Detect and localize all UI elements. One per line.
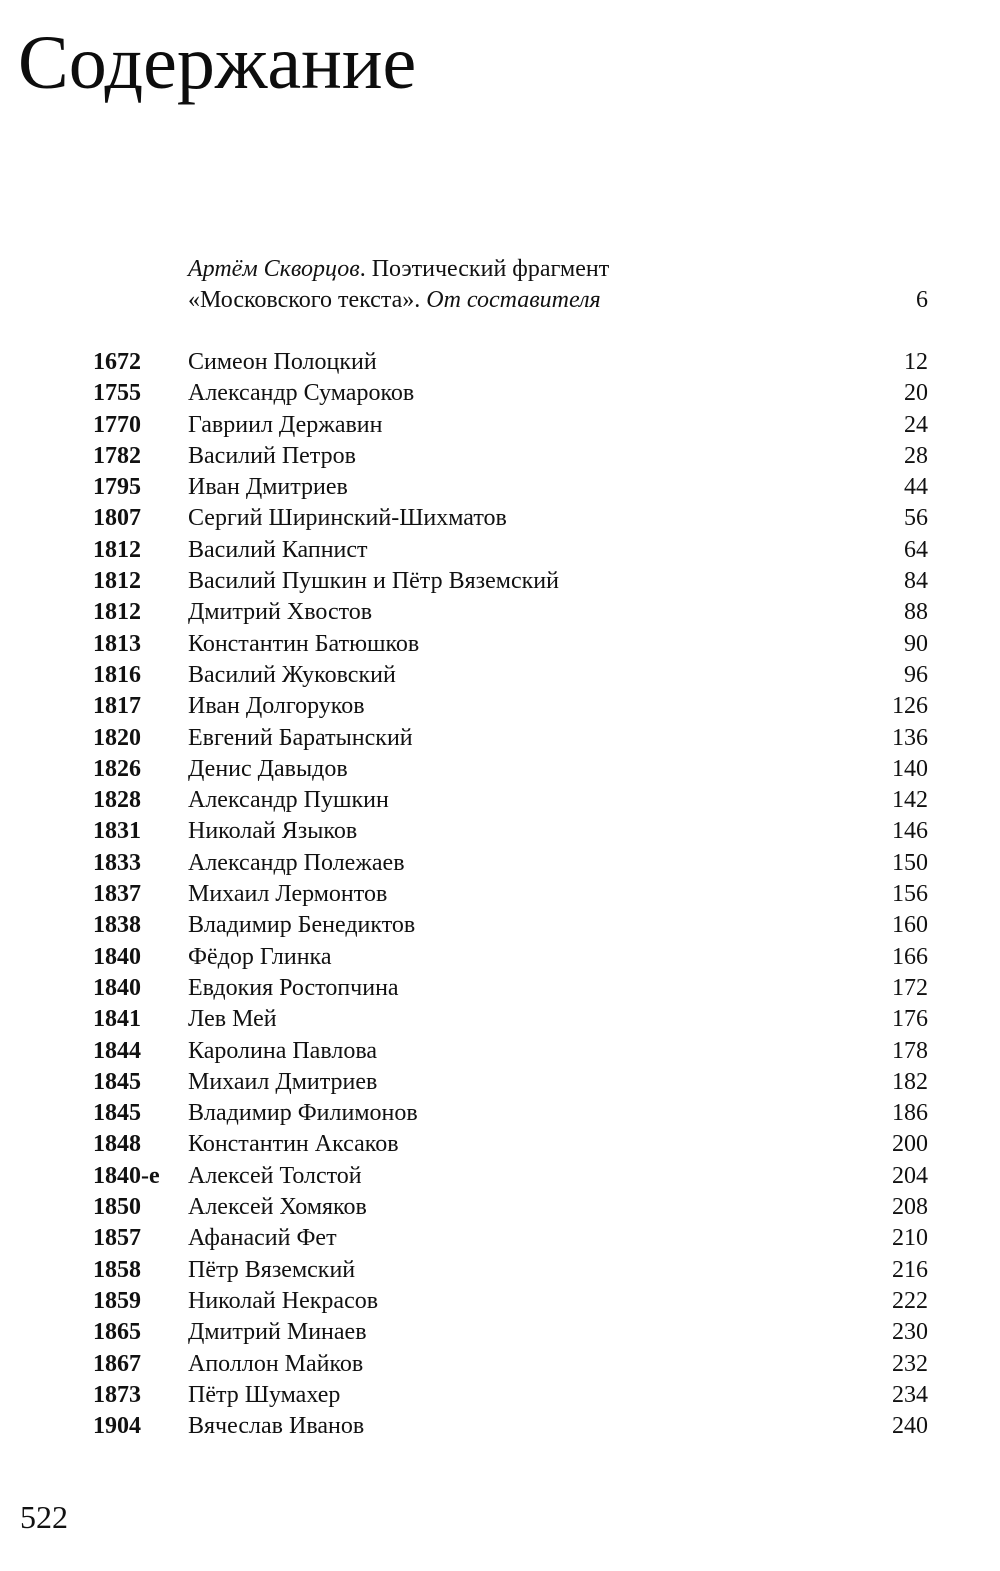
entry-year: 1817	[93, 693, 141, 720]
entry-author: Константин Батюшков	[188, 630, 420, 657]
entry-page: 64	[904, 536, 928, 563]
entry-year: 1840	[93, 943, 141, 970]
entry-year: 1813	[93, 630, 141, 657]
intro-page: 6	[916, 287, 928, 313]
entry-author: Евгений Баратынский	[188, 724, 413, 751]
entry-page: 216	[892, 1256, 928, 1283]
toc-entry	[93, 879, 928, 910]
toc-entry	[93, 1192, 928, 1223]
entry-author: Владимир Бенедиктов	[188, 912, 416, 939]
entry-page: 232	[892, 1350, 928, 1377]
intro-italic: От составителя	[426, 287, 601, 313]
entry-year: 1831	[93, 818, 141, 845]
entry-author: Пётр Шумахер	[188, 1381, 341, 1408]
entry-author: Денис Давыдов	[188, 755, 348, 782]
entry-year: 1857	[93, 1225, 141, 1252]
toc-entry	[93, 597, 928, 628]
toc-entry	[93, 1255, 928, 1286]
entry-author: Алексей Хомяков	[188, 1194, 367, 1221]
toc-entry	[93, 1067, 928, 1098]
toc-entry	[93, 535, 928, 566]
entry-page: 186	[892, 1100, 928, 1127]
toc-entry	[93, 1286, 928, 1317]
toc-entry	[93, 1161, 928, 1192]
entry-year: 1782	[93, 442, 141, 469]
entry-author: Николай Некрасов	[188, 1287, 379, 1314]
toc-entry	[93, 691, 928, 722]
entry-page: 140	[892, 755, 928, 782]
entry-author: Василий Петров	[188, 442, 356, 469]
entry-author: Александр Сумароков	[188, 380, 415, 407]
entry-year: 1795	[93, 474, 141, 501]
entry-author: Пётр Вяземский	[188, 1256, 356, 1283]
entry-page: 204	[892, 1162, 928, 1189]
entry-page: 150	[892, 849, 928, 876]
toc-entry	[93, 660, 928, 691]
entry-page: 96	[904, 661, 928, 688]
toc-entry	[93, 754, 928, 785]
entry-author: Николай Языков	[188, 818, 358, 845]
entry-year: 1807	[93, 505, 141, 532]
entry-year: 1826	[93, 755, 141, 782]
toc-list	[93, 347, 928, 1442]
toc-entry	[93, 1349, 928, 1380]
entry-author: Афанасий Фет	[188, 1225, 337, 1252]
entry-author: Фёдор Глинка	[188, 943, 332, 970]
entry-author: Гавриил Державин	[188, 411, 383, 438]
entry-page: 208	[892, 1194, 928, 1221]
entry-year: 1837	[93, 881, 141, 908]
entry-page: 12	[904, 349, 928, 375]
entry-page: 230	[892, 1319, 928, 1346]
entry-page: 28	[904, 442, 928, 469]
entry-year: 1841	[93, 1006, 141, 1033]
entry-page: 176	[892, 1006, 928, 1033]
entry-year: 1845	[93, 1068, 141, 1095]
entry-year: 1812	[93, 599, 141, 626]
page-number: 522	[20, 1499, 68, 1535]
toc-entry	[93, 816, 928, 847]
toc-entry	[93, 566, 928, 597]
entry-author: Дмитрий Минаев	[188, 1319, 367, 1346]
entry-author: Константин Аксаков	[188, 1131, 399, 1158]
toc-entry	[93, 973, 928, 1004]
entry-page: 142	[892, 787, 928, 814]
entry-page: 166	[892, 943, 928, 970]
entry-page: 88	[904, 599, 928, 626]
entry-author: Аполлон Майков	[188, 1350, 364, 1377]
entry-page: 222	[892, 1287, 928, 1314]
entry-author: Алексей Толстой	[188, 1162, 362, 1189]
entry-year: 1840	[93, 974, 141, 1001]
entry-page: 126	[892, 693, 928, 720]
entry-author: Михаил Лермонтов	[188, 881, 388, 908]
entry-year: 1848	[93, 1131, 141, 1158]
entry-author: Василий Капнист	[188, 536, 368, 563]
entry-page: 156	[892, 881, 928, 908]
entry-page: 172	[892, 974, 928, 1001]
toc-entry	[93, 378, 928, 409]
toc-entry	[93, 503, 928, 534]
entry-author: Лев Мей	[188, 1006, 277, 1033]
intro-text-1: . Поэтический фрагмент	[359, 256, 610, 282]
entry-author: Вячеслав Иванов	[188, 1413, 365, 1440]
entry-page: 56	[904, 505, 928, 532]
entry-author: Владимир Филимонов	[188, 1100, 418, 1127]
toc-entry	[93, 723, 928, 754]
toc-entry	[93, 629, 928, 660]
intro-author: Артём Скворцов	[188, 256, 360, 282]
entry-page: 178	[892, 1037, 928, 1064]
entry-author: Симеон Полоцкий	[188, 349, 377, 375]
toc-entry	[93, 441, 928, 472]
entry-year: 1833	[93, 849, 141, 876]
entry-page: 136	[892, 724, 928, 751]
toc-entry	[93, 910, 928, 941]
entry-author: Василий Жуковский	[188, 661, 396, 688]
entry-author: Иван Дмитриев	[188, 474, 348, 501]
toc-entry	[93, 1129, 928, 1160]
toc-entry	[93, 848, 928, 879]
toc-entry	[93, 472, 928, 503]
entry-year: 1865	[93, 1319, 141, 1346]
entry-page: 240	[892, 1413, 928, 1440]
entry-year: 1828	[93, 787, 141, 814]
toc-entry	[93, 942, 928, 973]
toc-entry	[93, 347, 928, 378]
entry-author: Сергий Ширинский-Шихматов	[188, 505, 507, 532]
entry-year: 1672	[93, 349, 141, 375]
entry-year: 1850	[93, 1194, 141, 1221]
entry-year: 1904	[93, 1413, 141, 1440]
entry-author: Василий Пушкин и Пётр Вяземский	[188, 568, 559, 595]
entry-page: 160	[892, 912, 928, 939]
entry-year: 1845	[93, 1100, 141, 1127]
entry-page: 146	[892, 818, 928, 845]
entry-year: 1867	[93, 1350, 141, 1377]
entry-page: 24	[904, 411, 928, 438]
toc-entry	[93, 1004, 928, 1035]
entry-author: Евдокия Ростопчина	[188, 974, 399, 1001]
entry-page: 44	[904, 474, 928, 501]
toc-entry	[93, 1098, 928, 1129]
entry-page: 20	[904, 380, 928, 407]
entry-year: 1812	[93, 568, 141, 595]
entry-page: 210	[892, 1225, 928, 1252]
entry-year: 1816	[93, 661, 141, 688]
entry-year: 1858	[93, 1256, 141, 1283]
entry-year: 1812	[93, 536, 141, 563]
entry-year: 1755	[93, 380, 141, 407]
intro-entry	[188, 254, 928, 316]
entry-author: Каролина Павлова	[188, 1037, 377, 1064]
toc-entry	[93, 1411, 928, 1442]
entry-page: 84	[904, 568, 928, 595]
toc-entry	[93, 1223, 928, 1254]
entry-author: Александр Пушкин	[188, 787, 389, 814]
entry-page: 90	[904, 630, 928, 657]
entry-author: Дмитрий Хвостов	[188, 599, 373, 626]
entry-author: Александр Полежаев	[188, 849, 405, 876]
intro-text-2: «Московского текста».	[188, 287, 427, 313]
entry-year: 1770	[93, 411, 141, 438]
entry-year: 1873	[93, 1381, 141, 1408]
entry-page: 200	[892, 1131, 928, 1158]
entry-page: 234	[892, 1381, 928, 1408]
toc-entry	[93, 1380, 928, 1411]
toc-entry	[93, 1036, 928, 1067]
entry-page: 182	[892, 1068, 928, 1095]
toc-entry	[93, 410, 928, 441]
toc-entry	[93, 785, 928, 816]
entry-year: 1840-е	[93, 1162, 160, 1189]
entry-author: Михаил Дмитриев	[188, 1068, 378, 1095]
entry-year: 1838	[93, 912, 141, 939]
entry-year: 1859	[93, 1287, 141, 1314]
entry-year: 1844	[93, 1037, 141, 1064]
toc-entry	[93, 1317, 928, 1348]
page-title: Содержание	[18, 21, 417, 105]
entry-author: Иван Долгоруков	[188, 693, 365, 720]
entry-year: 1820	[93, 724, 141, 751]
